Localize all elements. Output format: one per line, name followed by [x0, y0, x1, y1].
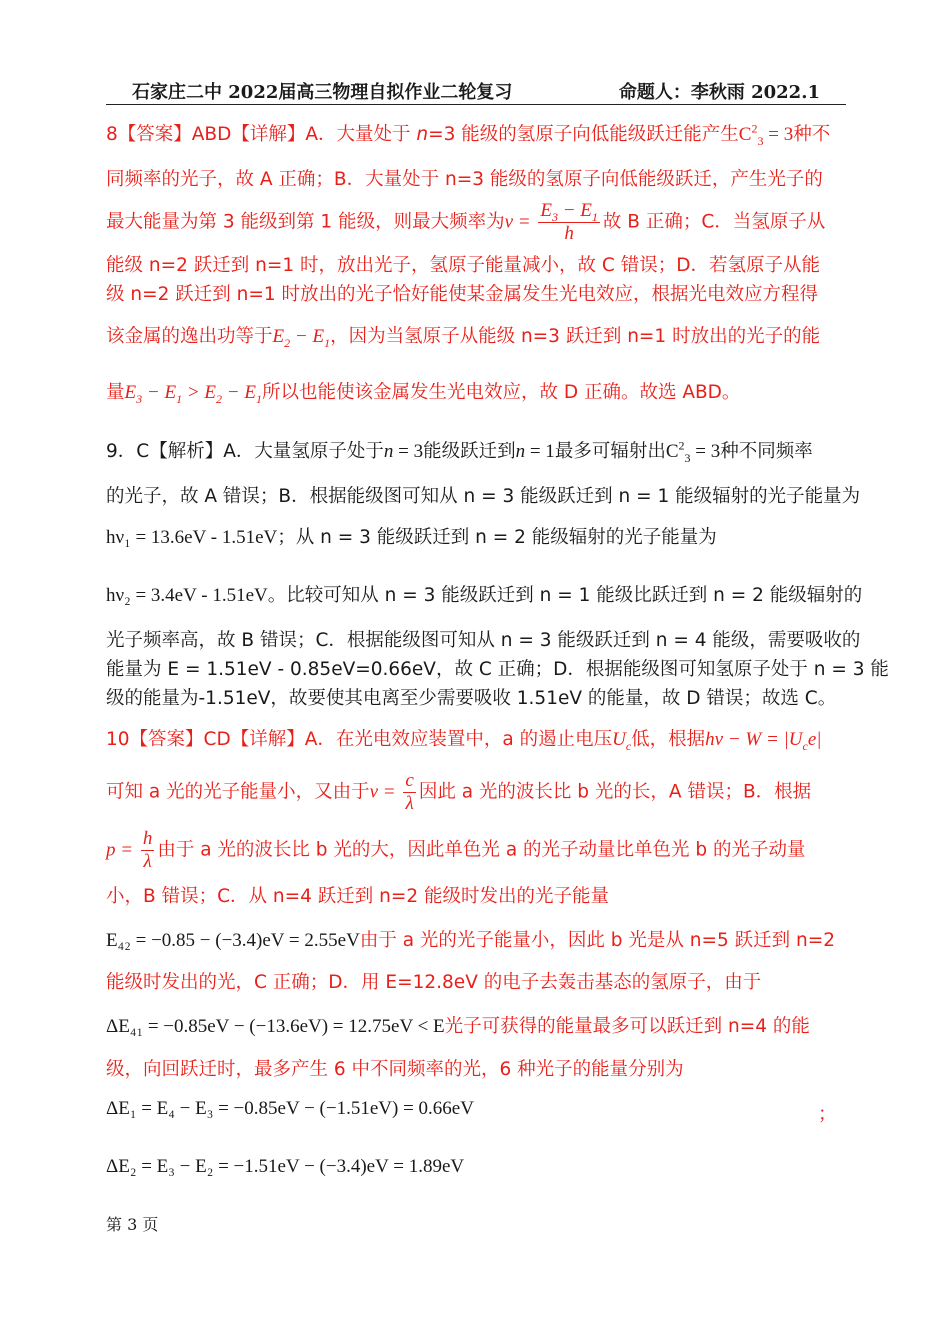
q9-line-7: 级的能量为-1.51eV，故要使其电离至少需要吸收 1.51eV 的能量，故 D 错误；故选 C。: [106, 688, 837, 709]
q10-line-1: 10【答案】CD【详解】A．在光电效应装置中，a 的遏止电压$U_c$低，根据$h\nu - W = |U_ce|$: [106, 729, 822, 753]
q10-line-6: 能级时发出的光，C 正确；D．用 E=12.8eV 的电子去轰击基态的氢原子，由于: [106, 972, 762, 993]
q9-line-2: 的光子，故 A 错误；B．根据能级图可知从 n = 3 能级跃迁到 n = 1 能级辐射的光子能量为: [106, 486, 861, 507]
q10-line-8: 级，向回跃迁时，最多产生 6 中不同频率的光，6 种光子的能量分别为: [106, 1059, 684, 1080]
q8-line-1: 8【答案】ABD【详解】A．大量处于 n=3 能级的氢原子向低能级跃迁能产生$C^2_3 = 3$种不: [106, 121, 831, 148]
q10-line-7: ΔE₄₁ = −0.85eV − (−13.6eV) = 12.75eV < E光子可获得的能量最多可以跃迁到 n=4 的能: [106, 1016, 810, 1037]
header-title: 石家庄二中 2022届高三物理自拟作业二轮复习: [132, 82, 513, 103]
q8-line-4: 能级 n=2 跃迁到 n=1 时，放出光子，氢原子能量减小，故 C 错误；D．若氢原子从能: [106, 255, 820, 276]
q9-line-5: 光子频率高，故 B 错误；C．根据能级图可知从 n = 3 能级跃迁到 n = 4 能级，需要吸收的: [106, 630, 861, 651]
q10-line-5: E₄₂ = −0.85 − (−3.4)eV = 2.55eV由于 a 光的光子能量小，因此 b 光是从 n=5 跃迁到 n=2: [106, 930, 836, 951]
q8-line-7: 量$E_3 - E_1 > E_2 - E_1$所以也能使该金属发生光电效应，故 D 正确。故选 ABD。: [106, 382, 741, 406]
q10-line-4: 小，B 错误；C．从 n=4 跃迁到 n=2 能级时发出的光子能量: [106, 886, 610, 907]
nu-fraction: $\frac{c}{\lambda}$: [405, 770, 414, 814]
q8-line-3: 最大能量为第 3 能级到第 1 能级，则最大频率为ν = $\frac{E_3 - E_1}{h}$ 故 B 正确；C．当氢原子从: [106, 200, 826, 244]
q9-line-6: 能量为 E = 1.51eV - 0.85eV=0.66eV，故 C 正确；D．根据能级图可知氢原子处于 n = 3 能: [106, 659, 889, 680]
q9-line-4: hν₂ = 3.4eV - 1.51eV。比较可知从 n = 3 能级跃迁到 n = 1 能级比跃迁到 n = 2 能级辐射的: [106, 585, 863, 606]
page-number: 第 3 页: [106, 1215, 159, 1234]
q10-line-2: 可知 a 光的光子能量小，又由于ν = $\frac{c}{\lambda}$ 因此 a 光的波长比 b 光的长，A 错误；B．根据: [106, 770, 812, 814]
q8-line-5: 级 n=2 跃迁到 n=1 时放出的光子恰好能使某金属发生光电效应，根据光电效应方程得: [106, 284, 819, 305]
q9-line-3: hν₁ = 13.6eV - 1.51eV；从 n = 3 能级跃迁到 n = 2 能级辐射的光子能量为: [106, 527, 717, 548]
q10-line-9-semicolon: ；: [818, 1104, 837, 1125]
page-header: [106, 78, 846, 105]
momentum-fraction: $\frac{h}{\lambda}$: [142, 828, 153, 872]
q9-line-1: 9．C【解析】A．大量氢原子处于n = 3能级跃迁到n = 1最多可辐射出$C^2_3 = 3$种不同频率: [106, 438, 813, 465]
q10-line-10: ΔE₂ = E₃ − E₂ = −1.51eV − (−3.4)eV = 1.89eV: [106, 1156, 465, 1177]
energy-fraction: $\frac{E_3 - E_1}{h}$: [540, 200, 598, 244]
q8-line-6: 该金属的逸出功等于$E_2 - E_1$，因为当氢原子从能级 n=3 跃迁到 n=1 时放出的光子的能: [106, 326, 821, 350]
q8-line-2: 同频率的光子，故 A 正确；B．大量处于 n=3 能级的氢原子向低能级跃迁，产生光子的: [106, 169, 823, 190]
q10-line-3: p = $\frac{h}{\lambda}$ 由于 a 光的波长比 b 光的大，因此单色光 a 的光子动量比单色光 b 的光子动量: [106, 828, 806, 872]
q10-line-9: ΔE₁ = E₄ − E₃ = −0.85eV − (−1.51eV) = 0.66eV: [106, 1098, 474, 1119]
header-author: 命题人：李秋雨 2022.1: [618, 82, 820, 103]
